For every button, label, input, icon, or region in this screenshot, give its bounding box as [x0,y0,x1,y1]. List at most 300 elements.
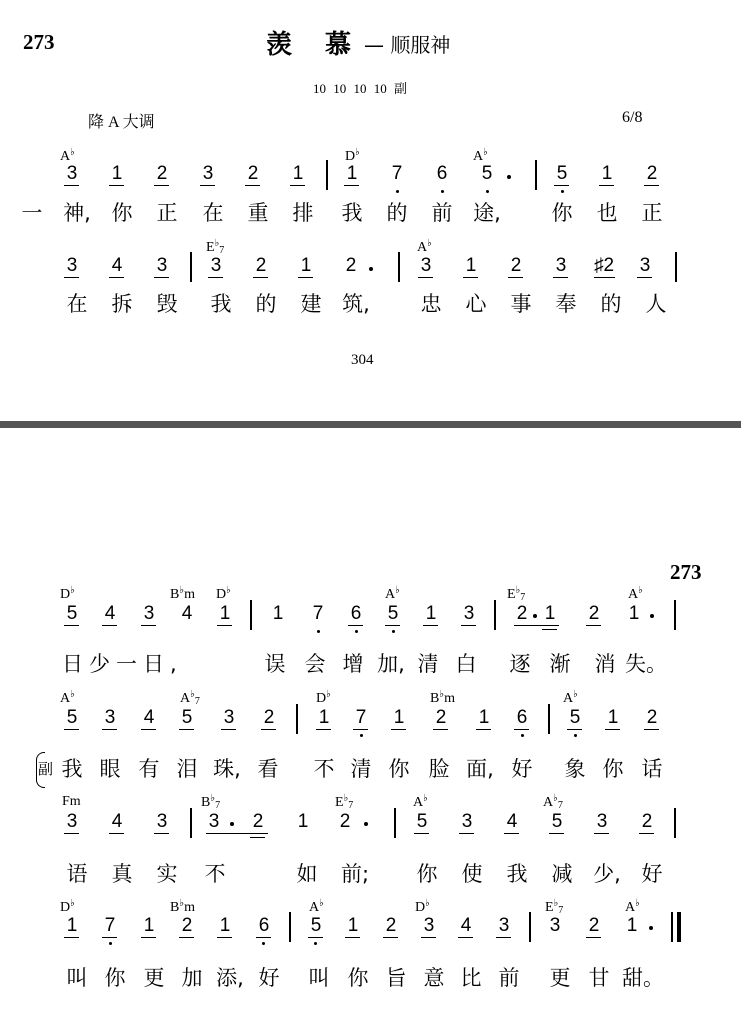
underline [290,185,305,186]
lyric: 清 [350,757,372,781]
underline [64,625,79,626]
note: 6 [436,163,448,184]
note: 4 [506,811,518,832]
chord: $E^♭_7$ [507,585,526,603]
chord: A♭ [413,793,428,810]
note: 1 [143,915,155,936]
lyric: 实 [156,862,178,886]
barline [190,808,192,838]
note: 1 [607,707,619,728]
low-octave-dot [355,630,358,633]
note: 3 [549,915,561,936]
underline [109,185,124,186]
lyric: 人 [645,292,667,316]
lyric: 一 [21,201,43,225]
note: 2 [385,915,397,936]
underline [433,729,448,730]
note: 7 [391,163,403,184]
note: 1 [601,163,613,184]
lyric: 我 [506,862,528,886]
note: 3 [66,811,78,832]
underline [637,277,652,278]
underline [459,833,474,834]
lyric: 途, [473,201,501,225]
low-octave-dot [317,630,320,633]
lyric: 我 [341,201,363,225]
note: 3 [202,163,214,184]
hymn-title: 羡 慕 [266,30,364,60]
note: 1 [347,915,359,936]
note: 4 [111,255,123,276]
underline [554,185,569,186]
lyric: 误 [264,652,286,676]
lyric: 有 [138,757,160,781]
underline [421,937,436,938]
underline [109,833,124,834]
lyric: 你 [104,966,126,990]
barline [250,600,252,630]
underline [64,277,79,278]
underline [476,729,491,730]
underline [586,625,601,626]
note: 3 [223,707,235,728]
underline [217,625,232,626]
underline [316,729,331,730]
lyric: 甘 [588,966,610,990]
underline [308,937,323,938]
chord: D♭ [316,689,331,706]
lyric: 不 [313,757,335,781]
note: 1 [111,163,123,184]
lyric: 好 [641,862,663,886]
underline [567,729,582,730]
note: 5 [66,707,78,728]
underline [514,729,529,730]
underline [102,937,117,938]
lyric: 泪 [176,757,198,781]
barline [548,704,550,734]
underline [549,833,564,834]
lyric: 正 [156,201,178,225]
note: 1 [628,603,640,624]
chord: $A^♭_7$ [180,689,200,707]
low-octave-dot [314,942,317,945]
lyric: 在 [66,292,88,316]
note: 1 [300,255,312,276]
chord: B♭m [430,689,455,706]
chord: $E^♭_7$ [545,898,564,916]
lyric: 毁 [156,292,178,316]
note: 3 [104,707,116,728]
low-octave-dot [574,734,577,737]
chord: B♭m [170,898,195,915]
lyric: 会 [304,652,326,676]
page-number: 304 [351,352,374,368]
lyric: 忠 [420,292,442,316]
barline [296,704,298,734]
note: 2 [247,163,259,184]
note: 4 [460,915,472,936]
lyric: 不 [204,862,226,886]
lyric: 日少一日, [62,652,183,676]
lyric: 比 [460,966,482,990]
lyric: 前; [340,862,370,886]
augmentation-dot [230,822,234,826]
note: 2 [345,255,357,276]
chord: A♭ [473,147,488,164]
note: 3 [66,255,78,276]
underline [141,729,156,730]
lyric: 神, [63,201,91,225]
underline [64,937,79,938]
lyric: 更 [143,966,165,990]
lyric: 失。 [625,652,667,676]
lyric: 添, [216,966,244,990]
note: 2 [646,163,658,184]
note: 3 [461,811,473,832]
lyric: 心 [465,292,487,316]
underline [353,729,368,730]
augmentation-dot [649,926,653,930]
underline [458,937,473,938]
note: 1 [544,603,556,624]
lyric: 前 [431,201,453,225]
lyric: 的 [255,292,277,316]
underline [256,937,271,938]
underline [298,277,313,278]
underline [586,937,601,938]
note: 7 [312,603,324,624]
note: 4 [143,707,155,728]
note: 3 [143,603,155,624]
lyric: 前 [498,966,520,990]
note: 5 [551,811,563,832]
lyric: 的 [600,292,622,316]
note: 4 [104,603,116,624]
barline [494,600,496,630]
chord: $E^♭_7$ [206,238,225,256]
note: 5 [481,163,493,184]
underline-double [250,837,265,838]
note: 5 [387,603,399,624]
lyric: 看 [257,757,279,781]
note: 1 [66,915,78,936]
note: 3 [420,255,432,276]
note: 1 [346,163,358,184]
chord: $A^♭_7$ [543,793,563,811]
note: 6 [258,915,270,936]
lyric: 好 [258,966,280,990]
note: 2 [255,255,267,276]
meter-label: 10 10 10 10 副 [313,81,408,96]
lyric: 逐 [509,652,531,676]
barline [394,808,396,838]
underline-double [542,629,557,630]
lyric: 真 [111,862,133,886]
lyric: 筑, [342,292,370,316]
lyric: 你 [388,757,410,781]
note: 1 [272,603,284,624]
lyric: 正 [641,201,663,225]
underline [639,833,654,834]
chord: D♭ [415,898,430,915]
note: 1 [465,255,477,276]
augmentation-dot [369,267,373,271]
underline [461,625,476,626]
chord: $B^♭_7$ [201,793,221,811]
lyric: 话 [641,757,663,781]
underline [221,729,236,730]
note: 1 [318,707,330,728]
barline [289,912,291,942]
note: 2 [646,707,658,728]
note: 4 [111,811,123,832]
chord: $E^♭_7$ [335,793,354,811]
lyric: 你 [347,966,369,990]
underline [463,277,478,278]
underline [206,833,268,834]
chord: A♭ [628,585,643,602]
lyric: 你 [602,757,624,781]
chord: A♭ [417,238,432,255]
note: 6 [350,603,362,624]
lyric: 使 [461,862,483,886]
note: 1 [219,603,231,624]
final-barline-thick [677,912,681,942]
time-signature: 6/8 [622,109,643,126]
augmentation-dot [364,822,368,826]
note: 6 [516,707,528,728]
note: 3 [210,255,222,276]
barline [535,160,537,190]
note: 7 [104,915,116,936]
note: 7 [355,707,367,728]
note: 3 [596,811,608,832]
lyric: 好 [511,757,533,781]
underline [599,185,614,186]
chord: D♭ [345,147,360,164]
note: 2 [588,603,600,624]
lyric: 你 [551,201,573,225]
underline [496,937,511,938]
note: 2 [588,915,600,936]
underline [644,729,659,730]
note-sharp: ♯2 [593,255,615,276]
underline [154,277,169,278]
augmentation-dot [533,614,537,618]
underline [514,625,559,626]
barline [674,808,676,838]
note: 1 [478,707,490,728]
lyric: 我 [210,292,232,316]
underline [217,937,232,938]
lyric: 脸 [428,757,450,781]
underline [348,625,363,626]
note: 4 [181,603,193,624]
chord: A♭ [385,585,400,602]
low-octave-dot [441,190,444,193]
hymn-subtitle: — 顺服神 [364,33,451,57]
note: 1 [393,707,405,728]
lyric: 你 [416,862,438,886]
low-octave-dot [360,734,363,737]
underline [504,833,519,834]
underline [344,185,359,186]
underline [345,937,360,938]
note: 3 [66,163,78,184]
lyric: 意 [423,966,445,990]
lyric: 排 [292,201,314,225]
hymn-number-continued: 273 [670,560,702,584]
note: 2 [641,811,653,832]
lyric: 重 [247,201,269,225]
underline [423,625,438,626]
underline [383,937,398,938]
underline [179,937,194,938]
lyric: 更 [549,966,571,990]
low-octave-dot [486,190,489,193]
note: 1 [626,915,638,936]
note: 2 [252,811,264,832]
key-signature: 降 A 大调 [88,114,155,131]
lyric: 减 [551,862,573,886]
barline [674,600,676,630]
barline [398,252,400,282]
note: 5 [556,163,568,184]
note: 5 [66,603,78,624]
underline [109,277,124,278]
underline [102,729,117,730]
low-octave-dot [262,942,265,945]
underline [605,729,620,730]
barline [529,912,531,942]
note: 5 [569,707,581,728]
underline [64,185,79,186]
lyric: 拆 [111,292,133,316]
final-barline-thin [671,912,673,942]
underline [141,937,156,938]
lyric: 少, [593,862,621,886]
underline [253,277,268,278]
lyric: 如 [296,862,318,886]
underline [208,277,223,278]
lyric: 语 [66,862,88,886]
note: 2 [263,707,275,728]
chord: D♭ [216,585,231,602]
underline [385,625,400,626]
note: 3 [156,811,168,832]
low-octave-dot [521,734,524,737]
lyric: 的 [386,201,408,225]
note: 3 [208,811,220,832]
note: 1 [219,915,231,936]
underline [418,277,433,278]
underline [508,277,523,278]
refrain-label: 副 [38,760,54,778]
note: 3 [555,255,567,276]
lyric: 事 [510,292,532,316]
barline [326,160,328,190]
lyric: 加, [377,652,405,676]
chord: D♭ [60,585,75,602]
underline [261,729,276,730]
underline [594,833,609,834]
lyric: 渐 [549,652,571,676]
augmentation-dot [507,175,511,179]
hymn-number: 273 [23,30,55,54]
lyric: 甜。 [622,966,664,990]
page-divider [0,421,741,428]
note: 2 [510,255,522,276]
lyric: 旨 [385,966,407,990]
underline [245,185,260,186]
low-octave-dot [561,190,564,193]
note: 2 [156,163,168,184]
note: 1 [297,811,309,832]
chord: B♭m [170,585,195,602]
chord: A♭ [309,898,324,915]
note: 3 [498,915,510,936]
lyric: 消 [594,652,616,676]
underline [64,833,79,834]
underline [102,625,117,626]
note: 3 [463,603,475,624]
note: 2 [339,811,351,832]
chord: Fm [62,794,81,809]
note: 5 [310,915,322,936]
note: 3 [423,915,435,936]
lyric: 也 [596,201,618,225]
note: 3 [639,255,651,276]
underline [64,729,79,730]
chord: A♭ [60,147,75,164]
chord: A♭ [60,689,75,706]
lyric: 建 [300,292,322,316]
underline [594,277,615,278]
underline [141,625,156,626]
note: 5 [181,707,193,728]
underline [644,185,659,186]
note: 3 [156,255,168,276]
augmentation-dot [650,614,654,618]
lyric: 珠, [213,757,241,781]
chord: A♭ [563,689,578,706]
lyric: 眼 [99,757,121,781]
lyric: 在 [202,201,224,225]
lyric: 奉 [555,292,577,316]
lyric: 面, [466,757,494,781]
underline [154,185,169,186]
note: 1 [425,603,437,624]
underline [553,277,568,278]
note: 5 [416,811,428,832]
lyric: 加 [181,966,203,990]
low-octave-dot [109,942,112,945]
underline [154,833,169,834]
note: 1 [292,163,304,184]
lyric: 象 [564,757,586,781]
chord: D♭ [60,898,75,915]
note: 2 [435,707,447,728]
note: 2 [181,915,193,936]
chord: A♭ [625,898,640,915]
note: 2 [516,603,528,624]
low-octave-dot [392,630,395,633]
lyric: 清 [417,652,439,676]
underline [414,833,429,834]
lyric: 叫 [308,966,330,990]
barline [190,252,192,282]
